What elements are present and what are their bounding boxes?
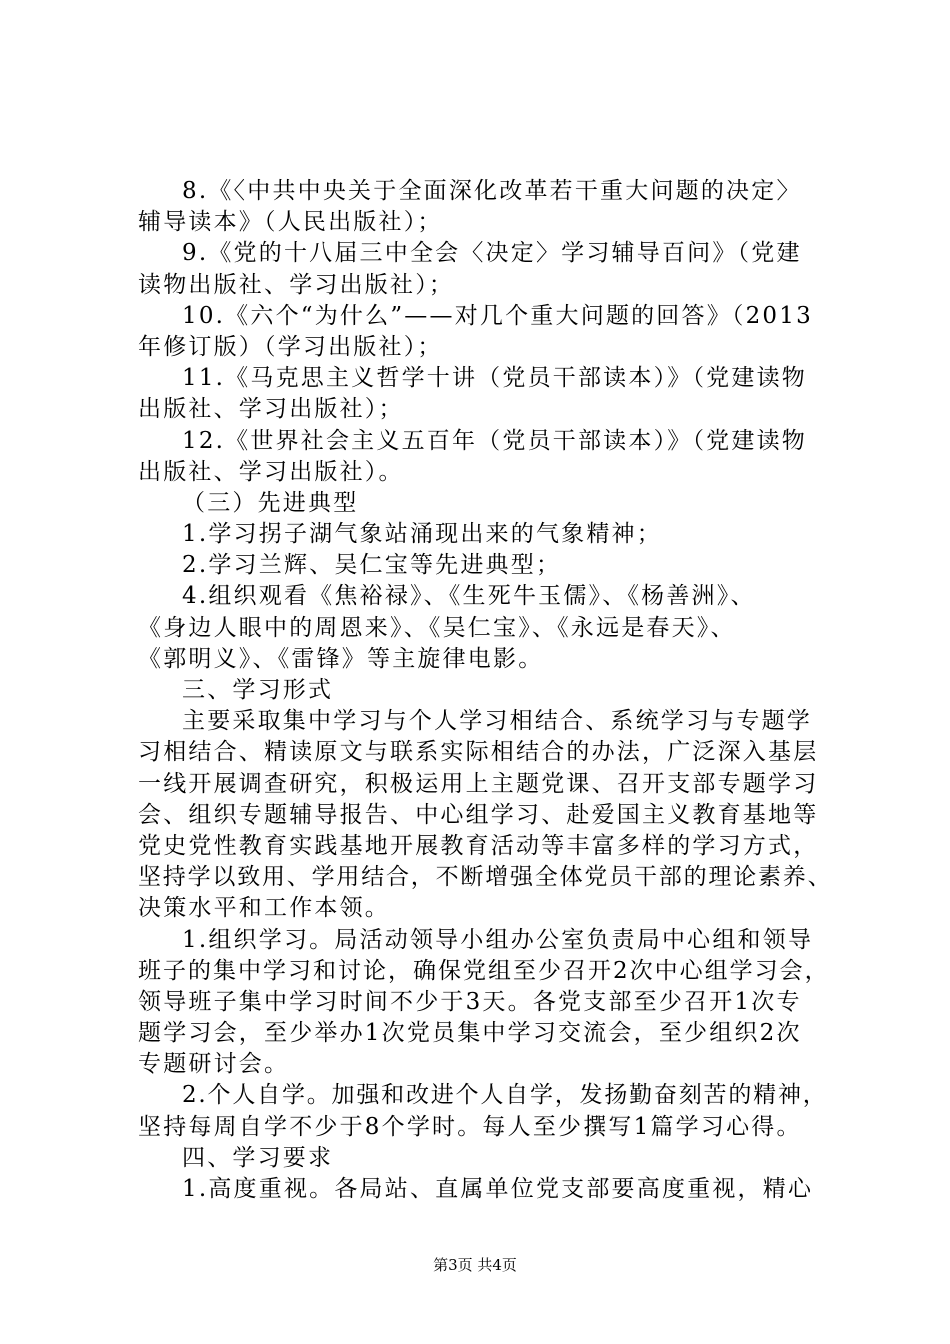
text-line: 4.组织观看《焦裕禄》、《生死牛玉儒》、《杨善洲》、: [182, 583, 756, 610]
text-line: 出版社、学习出版社）；: [138, 396, 404, 423]
page-footer: 第3页 共4页: [433, 1256, 517, 1274]
text-line: 11.《马克思主义哲学十讲（党员干部读本）》（党建读物: [182, 365, 807, 392]
text-line: 8.《〈中共中央关于全面深化改革若干重大问题的决定〉: [182, 178, 802, 204]
text-line: 坚持每周自学不少于8个学时。每人至少撰写1篇学习心得。: [138, 1113, 802, 1140]
section-heading: （三）先进典型: [182, 489, 359, 516]
text-line: 出版社、学习出版社）。: [138, 458, 404, 485]
text-line: 1.组织学习。局活动领导小组办公室负责局中心组和领导: [182, 926, 814, 953]
text-line: 一线开展调查研究，积极运用上主题党课、召开支部专题学习: [138, 770, 819, 797]
section-heading: 三、学习形式: [182, 677, 334, 703]
text-line: 领导班子集中学习时间不少于3天。各党支部至少召开1次专: [138, 988, 802, 1015]
text-line: 坚持学以致用、学用结合，不断增强全体党员干部的理论素养、: [138, 864, 833, 891]
text-line: 9.《党的十八届三中全会〈决定〉学习辅导百问》（党建: [182, 240, 802, 267]
text-line: 2.个人自学。加强和改进个人自学，发扬勤奋刻苦的精神，: [182, 1082, 828, 1109]
text-line: 主要采取集中学习与个人学习相结合、系统学习与专题学: [182, 708, 812, 735]
text-line: 党史党性教育实践基地开展教育活动等丰富多样的学习方式，: [138, 832, 819, 859]
text-line: 《身边人眼中的周恩来》、《吴仁宝》、《永远是春天》、: [138, 614, 736, 641]
text-line: 班子的集中学习和讨论，确保党组至少召开2次中心组学习会，: [138, 957, 830, 984]
text-line: 读物出版社、学习出版社）；: [138, 271, 455, 298]
text-line: 12.《世界社会主义五百年（党员干部读本）》（党建读物: [182, 427, 807, 454]
text-line: 专题研讨会。: [138, 1051, 290, 1078]
text-line: 2.学习兰辉、吴仁宝等先进典型；: [182, 552, 562, 579]
text-line: 10.《六个“为什么”——对几个重大问题的回答》（2013: [182, 302, 813, 329]
text-line: 《郭明义》、《雷锋》等主旋律电影。: [138, 645, 544, 672]
text-line: 习相结合、精读原文与联系实际相结合的办法，广泛深入基层: [138, 739, 819, 766]
document-body: [138, 176, 832, 1205]
section-heading: 四、学习要求: [182, 1144, 334, 1171]
text-line: 辅导读本》（人民出版社）；: [138, 209, 443, 236]
text-line: 决策水平和工作本领。: [138, 895, 390, 922]
text-line: 1.高度重视。各局站、直属单位党支部要高度重视，精心: [182, 1176, 814, 1202]
text-line: 题学习会，至少举办1次党员集中学习交流会，至少组织2次: [138, 1020, 802, 1047]
text-line: 1.学习拐子湖气象站涌现出来的气象精神；: [182, 521, 662, 548]
text-line: 会、组织专题辅导报告、中心组学习、赴爱国主义教育基地等: [138, 801, 819, 828]
text-line: 年修订版）（学习出版社）；: [138, 333, 443, 360]
